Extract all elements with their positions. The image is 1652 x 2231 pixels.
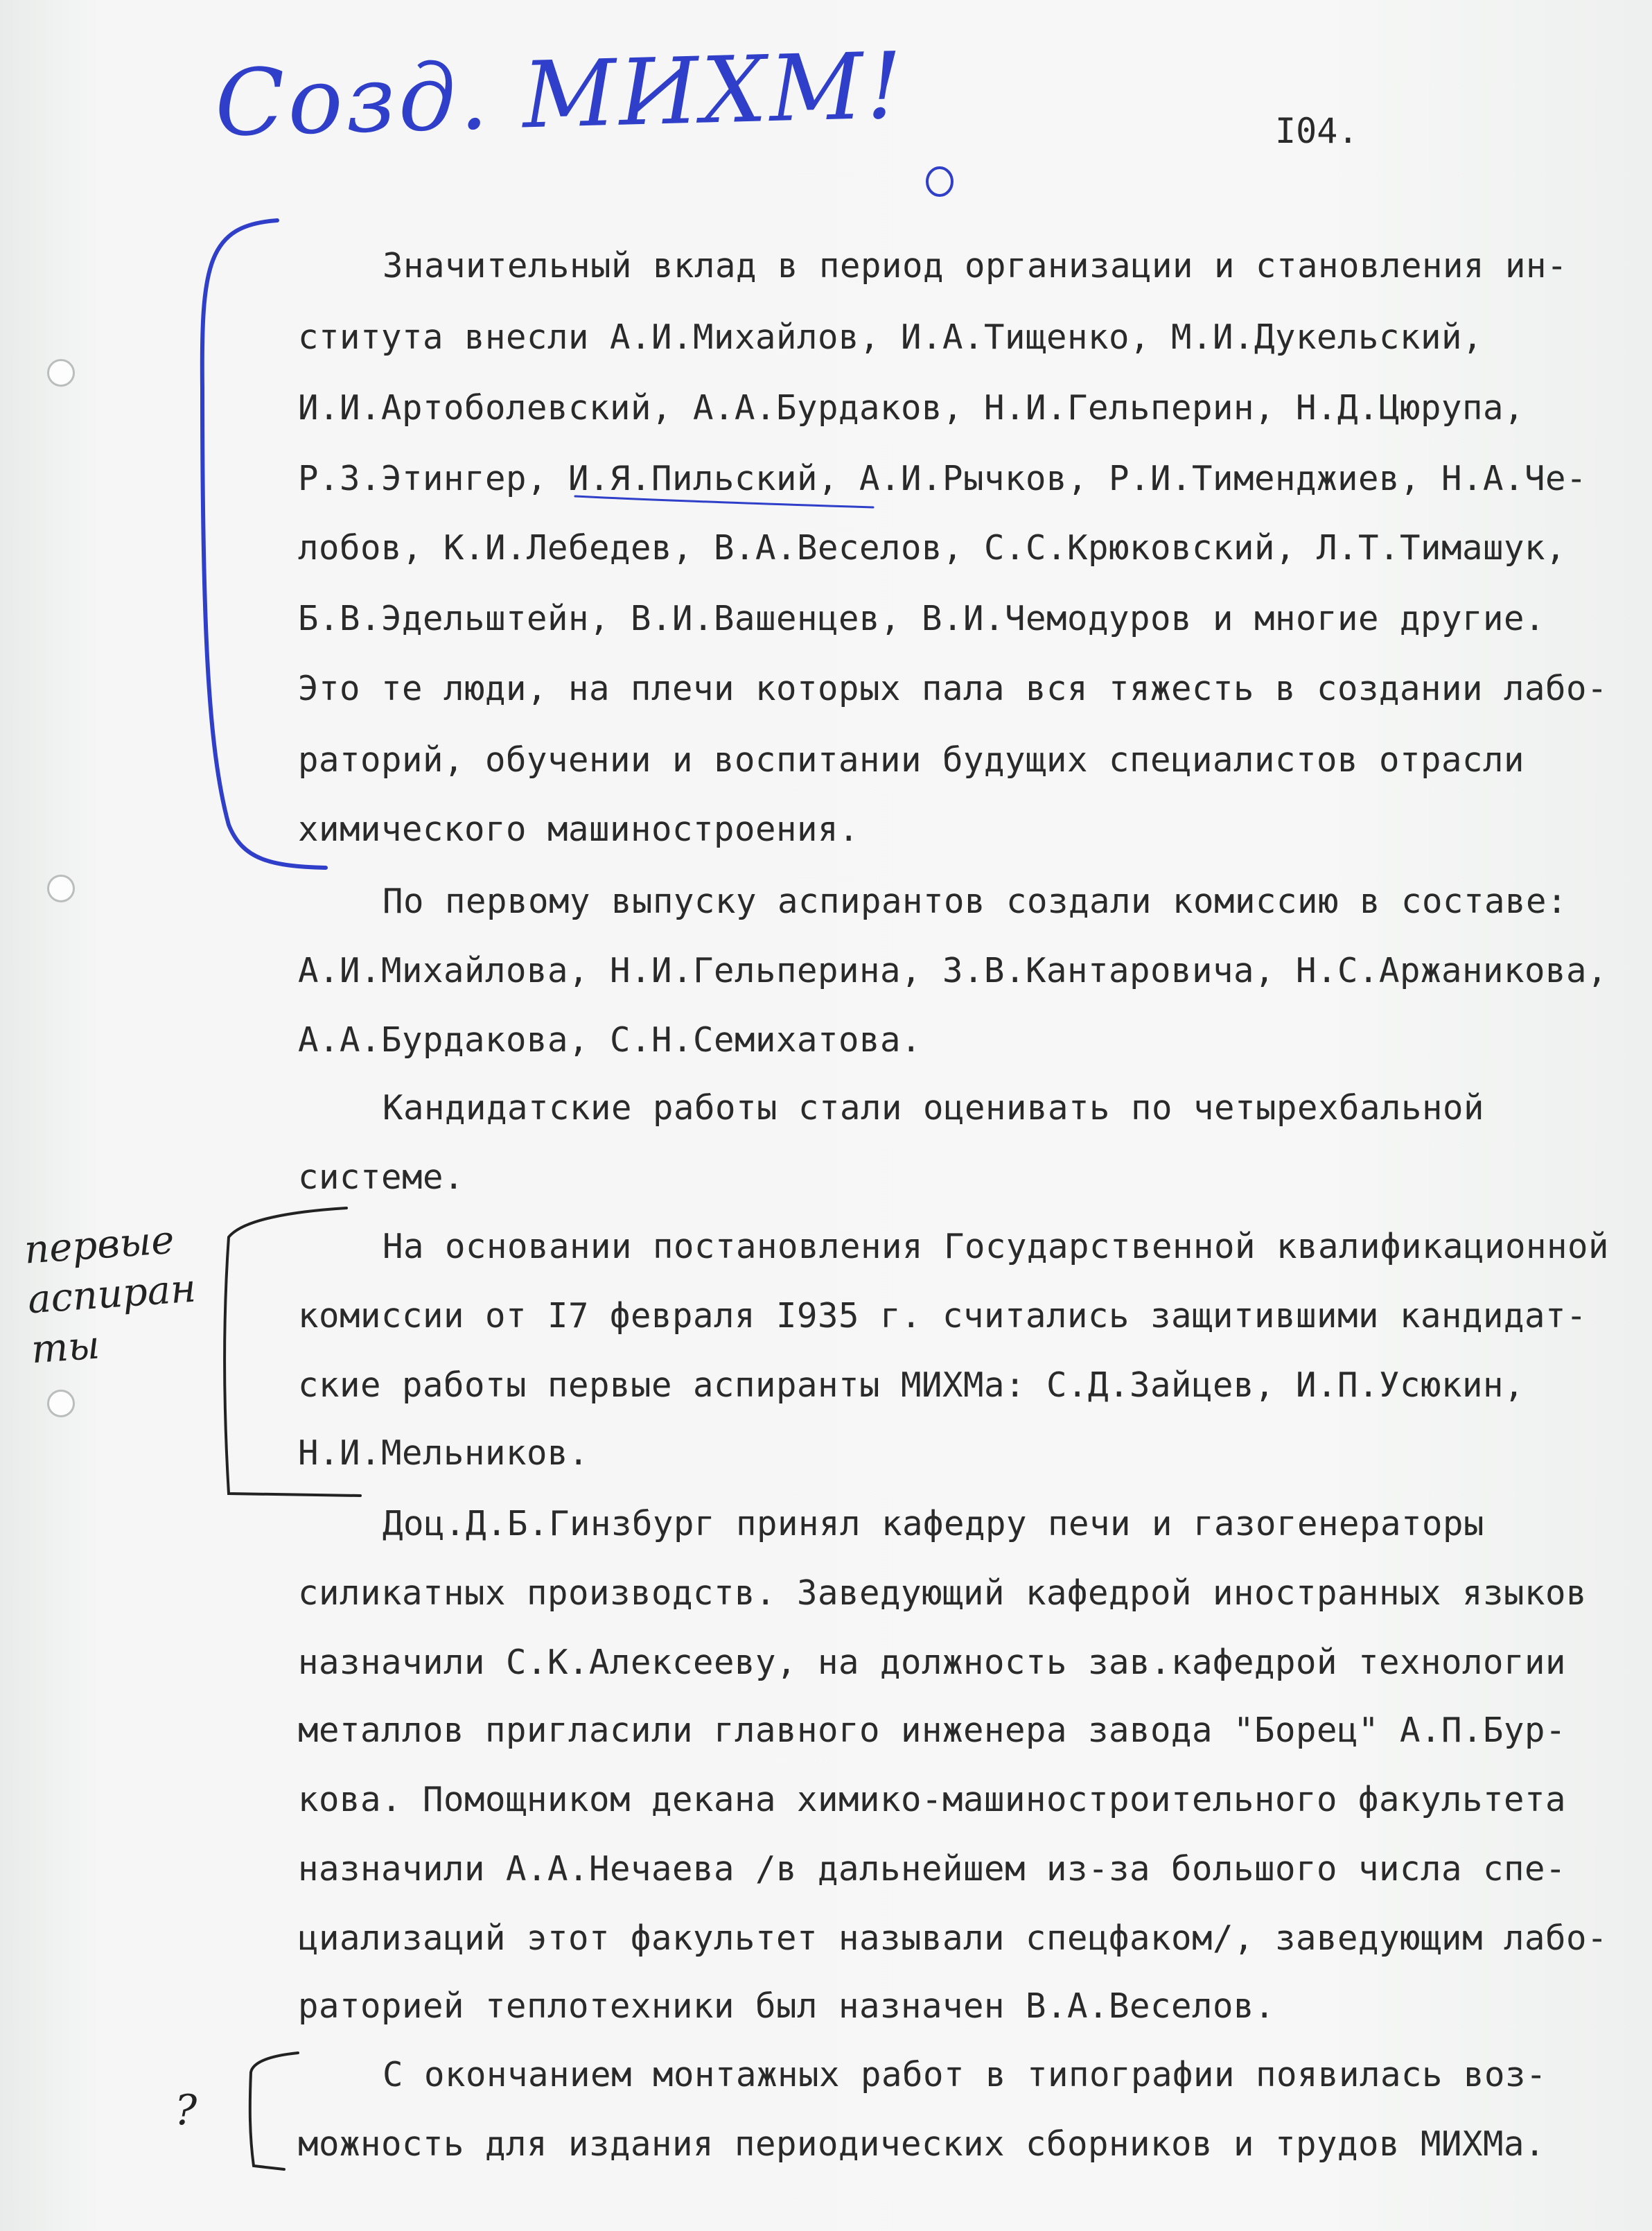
- text-line: можность для издания периодических сборников и трудов МИХМа.: [298, 2124, 1546, 2164]
- text-line: На основании постановления Государственной квалификационной: [383, 1227, 1610, 1266]
- text-line: И.И.Артоболевский, А.А.Бурдаков, Н.И.Гельперин, Н.Д.Цюрупа,: [298, 388, 1525, 428]
- text-line: комиссии от I7 февраля I935 г. считались защитившими кандидат-: [298, 1296, 1588, 1336]
- text-line: металлов пригласили главного инженера завода "Борец" А.П.Бур-: [298, 1711, 1567, 1750]
- text-line: Это те люди, на плечи которых пала вся тяжесть в создании лабо-: [298, 669, 1608, 708]
- text-line: циализаций этот факультет называли спецфаком/, заведующим лабо-: [298, 1918, 1608, 1958]
- text-line: ские работы первые аспиранты МИХМа: С.Д.Зайцев, И.П.Усюкин,: [298, 1365, 1525, 1405]
- text-line: ститута внесли А.И.Михайлов, И.А.Тищенко, М.И.Дукельский,: [298, 317, 1484, 357]
- text-line: лобов, К.И.Лебедев, В.А.Веселов, С.С.Крюковский, Л.Т.Тимашук,: [298, 528, 1567, 568]
- text-line: кова. Помощником декана химико-машиностроительного факультета: [298, 1780, 1567, 1819]
- handwritten-question-mark: ?: [175, 2086, 197, 2135]
- text-line: Н.И.Мельников.: [298, 1433, 590, 1473]
- text-line: Б.В.Эдельштейн, В.И.Вашенцев, В.И.Чемодуров и многие другие.: [298, 599, 1546, 638]
- page-number: I04.: [1275, 111, 1359, 151]
- text-line: С окончанием монтажных работ в типографии появилась воз-: [383, 2055, 1547, 2094]
- text-line: назначили С.К.Алексееву, на должность зав.кафедрой технологии: [298, 1643, 1567, 1682]
- text-line: По первому выпуску аспирантов создали комиссию в составе:: [383, 882, 1568, 921]
- text-line: А.А.Бурдакова, С.Н.Семихатова.: [298, 1020, 922, 1060]
- text-line: А.И.Михайлова, Н.И.Гельперина, З.В.Кантаровича, Н.С.Аржаникова,: [298, 951, 1608, 990]
- text-line: Доц.Д.Б.Гинзбург принял кафедру печи и газогенераторы: [383, 1504, 1485, 1543]
- text-line: Значительный вклад в период организации и становления ин-: [383, 246, 1568, 286]
- handwritten-title: Созд. МИХМ!: [213, 32, 907, 158]
- text-line: химического машиностроения.: [298, 810, 860, 849]
- text-line: раторией теплотехники был назначен В.А.Веселов.: [298, 1986, 1276, 2026]
- text-line: силикатных производств. Заведующий кафедрой иностранных языков: [298, 1573, 1588, 1613]
- handwritten-margin-note: первые аспиран ты: [22, 1217, 197, 1373]
- text-line: системе.: [298, 1157, 465, 1197]
- text-line: раторий, обучении и воспитании будущих специалистов отрасли: [298, 740, 1525, 780]
- text-line: Кандидатские работы стали оценивать по четырехбальной: [383, 1088, 1485, 1128]
- text-line: назначили А.А.Нечаева /в дальнейшем из-за большого числа спе-: [298, 1849, 1567, 1889]
- text-line: Р.З.Этингер, И.Я.Пильский, А.И.Рычков, Р.И.Тименджиев, Н.А.Че-: [298, 459, 1588, 498]
